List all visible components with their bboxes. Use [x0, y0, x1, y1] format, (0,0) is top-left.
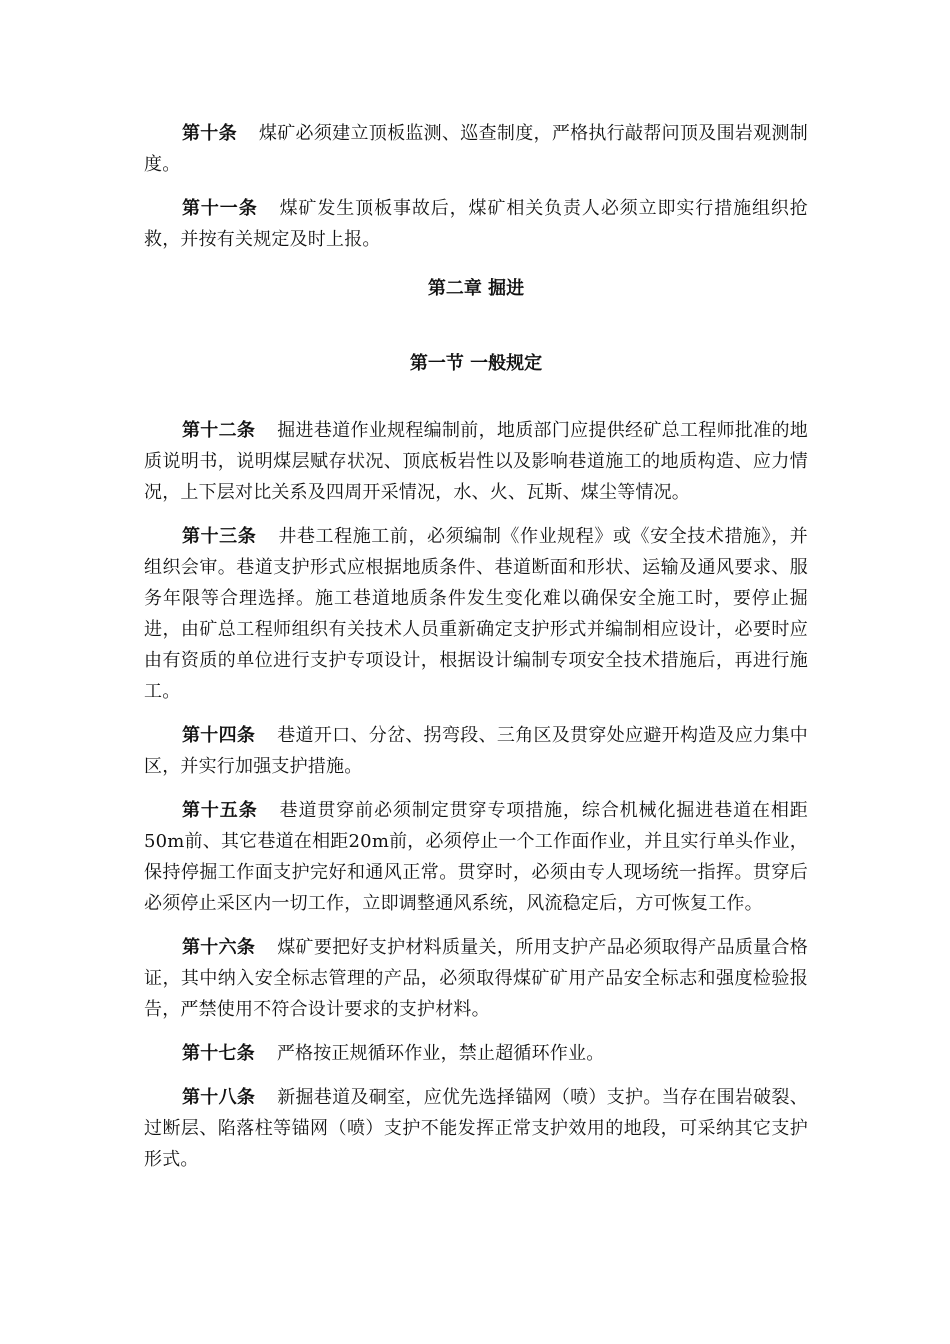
- article-text: 煤矿发生顶板事故后，煤矿相关负责人必须立即实行措施组织抢救，并按有关规定及时上报。: [144, 198, 808, 250]
- chapter-title: 第二章 掘进: [427, 278, 525, 299]
- article-number: 第十四条: [182, 725, 256, 746]
- article-number: 第十二条: [182, 420, 256, 441]
- article-number: 第十三条: [182, 526, 257, 547]
- article-text: 掘进巷道作业规程编制前，地质部门应提供经矿总工程师批准的地质说明书，说明煤层赋存状况、顶底板岩性以及影响巷道施工的地质构造、应力情况，上下层对比关系及四周开采情况，水、火、瓦斯、煤尘等情况。: [144, 420, 808, 503]
- article-number: 第十七条: [182, 1043, 255, 1064]
- article-13: [144, 521, 808, 707]
- article-text: 巷道贯穿前必须制定贯穿专项措施，综合机械化掘进巷道在相距50m前、其它巷道在相距20m前，必须停止一个工作面作业，并且实行单头作业，保持停掘工作面支护完好和通风正常。贯穿时，必须由专人现场统一指挥。贯穿后必须停止采区内一切工作，立即调整通风系统，风流稳定后，方可恢复工作。: [144, 800, 808, 914]
- article-16: [144, 932, 808, 1025]
- article-text: 新掘巷道及硐室，应优先选择锚网（喷）支护。当存在围岩破裂、过断层、陷落柱等锚网（喷）支护不能发挥正常支护效用的地段，可采纳其它支护形式。: [144, 1087, 808, 1170]
- article-14: [144, 720, 808, 782]
- article-number: 第十条: [182, 123, 237, 144]
- article-number: 第十一条: [182, 198, 258, 219]
- article-number: 第十八条: [182, 1087, 256, 1108]
- article-text: 煤矿要把好支护材料质量关，所用支护产品必须取得产品质量合格证，其中纳入安全标志管理的产品，必须取得煤矿矿用产品安全标志和强度检验报告，严禁使用不符合设计要求的支护材料。: [144, 937, 808, 1020]
- article-text: 严格按正规循环作业，禁止超循环作业。: [276, 1043, 605, 1064]
- article-text: 巷道开口、分岔、拐弯段、三角区及贯穿处应避开构造及应力集中区，并实行加强支护措施。: [144, 725, 808, 777]
- article-text: 煤矿必须建立顶板监测、巡查制度，严格执行敲帮问顶及围岩观测制度。: [144, 123, 808, 175]
- article-11: [144, 193, 808, 255]
- document-body: [144, 118, 808, 1188]
- article-12: [144, 415, 808, 508]
- article-text: 井巷工程施工前，必须编制《作业规程》或《安全技术措施》，并组织会审。巷道支护形式应根据地质条件、巷道断面和形状、运输及通风要求、服务年限等合理选择。施工巷道地质条件发生变化难以确保安全施工时，要停止掘进，由矿总工程师组织有关技术人员重新确定支护形式并编制相应设计，必要时应由有资质的单位进行支护专项设计，根据设计编制专项安全技术措施后，再进行施工。: [144, 526, 808, 702]
- article-number: 第十六条: [182, 937, 256, 958]
- section-title: 第一节 一般规定: [409, 353, 543, 374]
- article-10: [144, 118, 808, 180]
- article-15: [144, 795, 808, 919]
- article-17: [144, 1038, 808, 1069]
- article-18: [144, 1082, 808, 1175]
- article-number: 第十五条: [182, 800, 258, 821]
